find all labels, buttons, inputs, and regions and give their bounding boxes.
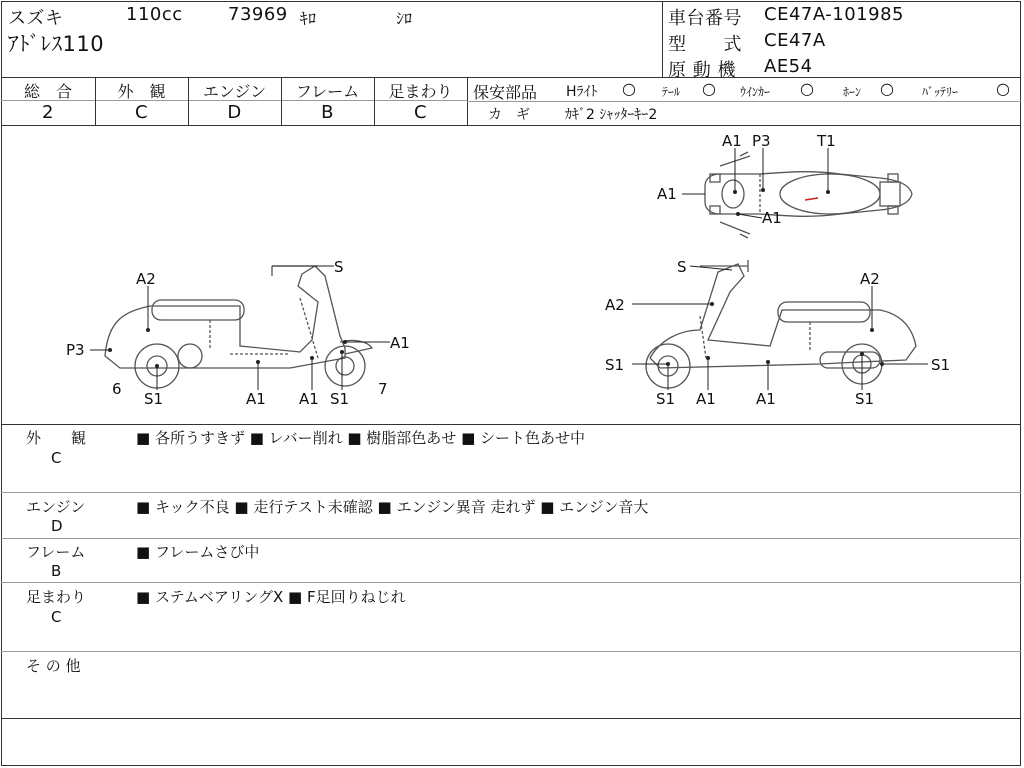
model-name: ｱﾄﾞﾚｽ110 (8, 32, 105, 56)
remark-suspension-grade: C (51, 608, 62, 626)
right-s1-a-label: S1 (656, 390, 676, 408)
remark-exterior-grade: C (51, 449, 62, 467)
left-6-label: 6 (112, 380, 122, 398)
grade-engine-label: エンジン (202, 82, 267, 101)
mileage: 73969 (228, 4, 288, 25)
right-s1-left-label: S1 (605, 356, 625, 374)
key-value: ｶｷﾞ2 ｼｬｯﾀｰｷｰ2 (565, 107, 658, 123)
key-label: カ ギ (488, 107, 530, 123)
right-s1-right-label: S1 (931, 356, 951, 374)
grade-frame-value: B (321, 102, 334, 123)
remark-other-category: そ の 他 (26, 657, 81, 675)
headlight-label: Hﾗｲﾄ (566, 84, 598, 100)
left-7-label: 7 (378, 380, 388, 398)
remark-engine-text: ■ キック不良 ■ 走行テスト未確認 ■ エンジン異音 走れず ■ エンジン音大 (136, 498, 649, 516)
horn-mark: ○ (880, 79, 894, 98)
grade-frame-label: フレーム (295, 82, 360, 101)
taillight-mark: ○ (702, 79, 716, 98)
top-p3-label: P3 (752, 132, 771, 150)
left-a1-b-label: A1 (246, 390, 266, 408)
left-a1-c-label: A1 (299, 390, 319, 408)
remark-frame-category: フレーム (26, 543, 86, 561)
left-a1-right-label: A1 (390, 334, 410, 352)
chassis-value: CE47A-101985 (764, 4, 904, 25)
color: ｼﾛ (396, 9, 413, 28)
right-a1-b-label: A1 (696, 390, 716, 408)
left-s1-d-label: S1 (330, 390, 350, 408)
remark-engine-grade: D (51, 517, 63, 535)
remark-frame-text: ■ フレームさび中 (136, 543, 260, 561)
engine-label: 原 動 機 (668, 60, 736, 81)
battery-label: ﾊﾞｯﾃﾘｰ (922, 85, 959, 99)
type-value: CE47A (764, 30, 826, 51)
taillight-label: ﾃｰﾙ (662, 85, 681, 99)
right-a1-c-label: A1 (756, 390, 776, 408)
headlight-mark: ○ (622, 79, 636, 98)
remark-exterior-category: 外 観 (26, 429, 87, 447)
winker-label: ｳｲﾝｶｰ (740, 85, 771, 99)
winker-mark: ○ (800, 79, 814, 98)
top-view-scooter (705, 152, 912, 238)
left-p3-label: P3 (66, 341, 85, 359)
displacement: 110cc (126, 4, 183, 25)
horn-label: ﾎｰﾝ (843, 85, 862, 99)
remark-suspension-text: ■ ステムベアリングX ■ F足回りねじれ (136, 588, 406, 606)
remark-exterior-text: ■ 各所うすきず ■ レバー削れ ■ 樹脂部色あせ ■ シート色あせ中 (136, 429, 586, 447)
grade-overall-label: 総 合 (23, 82, 72, 101)
left-a2-label: A2 (136, 270, 156, 288)
grade-exterior-value: C (134, 102, 149, 123)
safety-label: 保安部品 (473, 83, 538, 102)
grade-suspension-label: 足まわり (388, 82, 453, 101)
remark-engine-category: エンジン (26, 498, 86, 516)
top-a1-bottom-label: A1 (762, 209, 782, 227)
remark-suspension-category: 足まわり (26, 588, 87, 606)
left-s1-a-label: S1 (144, 390, 164, 408)
battery-mark: ○ (996, 79, 1010, 98)
right-a2-right-label: A2 (860, 270, 880, 288)
grade-exterior-label: 外 観 (117, 82, 166, 101)
grade-overall-value: 2 (42, 102, 54, 123)
top-a1-left-label: A1 (657, 185, 677, 203)
mileage-unit: ｷﾛ (300, 9, 317, 28)
chassis-label: 車台番号 (668, 8, 742, 29)
remark-frame-grade: B (51, 562, 62, 580)
right-s1-d-label: S1 (855, 390, 875, 408)
grade-engine-value: D (227, 102, 242, 123)
top-a1-head-label: A1 (722, 132, 742, 150)
maker: スズキ (8, 8, 64, 29)
engine-value: AE54 (764, 56, 813, 77)
right-s-label: S (677, 258, 687, 276)
top-t1-label: T1 (817, 132, 836, 150)
scooter-diagram (0, 126, 1020, 424)
left-s-label: S (334, 258, 344, 276)
type-label: 型 式 (668, 34, 742, 55)
right-a2-left-label: A2 (605, 296, 625, 314)
grade-suspension-value: C (413, 102, 428, 123)
